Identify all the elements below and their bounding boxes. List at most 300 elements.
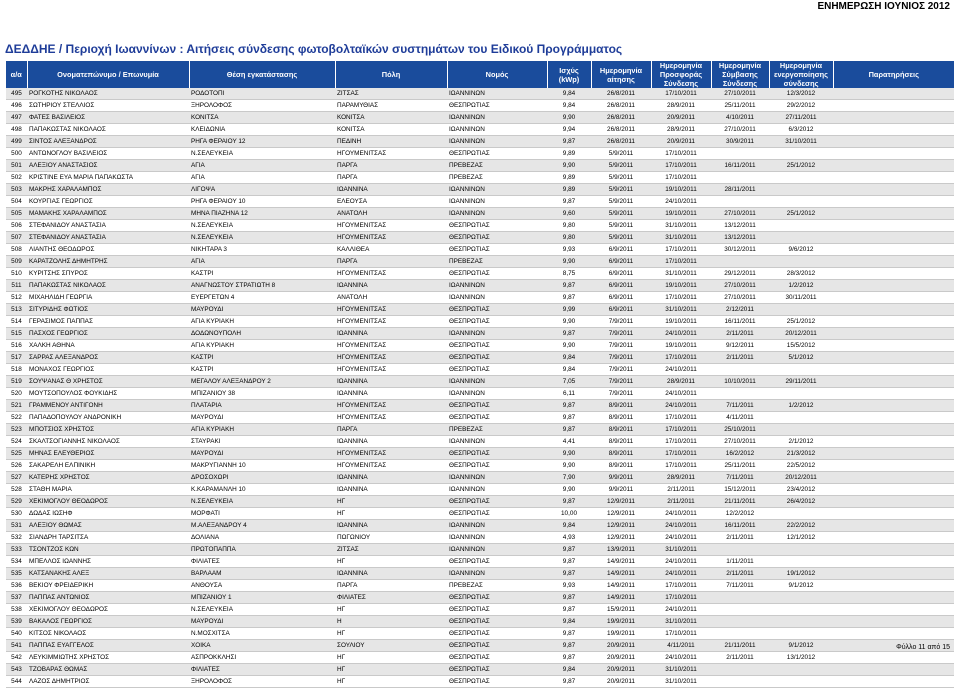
table-cell: ΧΑΛΚΗ ΑΘΗΝΑ	[27, 340, 189, 352]
table-cell: 508	[6, 244, 27, 256]
table-cell: 1/2/2012	[769, 400, 833, 412]
table-cell	[833, 424, 954, 436]
table-cell: 12/9/2011	[591, 508, 651, 520]
table-cell: ΜΠΙΖΑΝΙΟΥ 38	[189, 388, 335, 400]
table-cell: ΘΕΣΠΡΩΤΙΑΣ	[447, 496, 547, 508]
table-cell: ΘΕΣΠΡΩΤΙΑΣ	[447, 100, 547, 112]
table-cell: 9,84	[547, 352, 591, 364]
table-cell: ΠΡΕΒΕΖΑΣ	[447, 256, 547, 268]
table-cell: 507	[6, 232, 27, 244]
col-prefecture: Νομός	[447, 61, 547, 88]
table-cell: 7/9/2011	[591, 364, 651, 376]
table-cell: ΜΕΓΑΛΟΥ ΑΛΕΞΑΝΔΡΟΥ 2	[189, 376, 335, 388]
table-cell: ΗΓ	[335, 664, 447, 676]
table-cell: 540	[6, 628, 27, 640]
table-row	[6, 316, 954, 328]
table-cell	[833, 352, 954, 364]
table-cell	[711, 628, 769, 640]
table-cell: 9,89	[547, 148, 591, 160]
table-cell: 17/10/2011	[651, 148, 711, 160]
table-cell: ΔΡΟΣΟΧΩΡΙ	[189, 472, 335, 484]
table-cell: ΜΠΟΤΣΙΟΣ ΧΡΗΣΤΟΣ	[27, 424, 189, 436]
table-cell: ΑΝΤΩΝΟΓΛΟΥ ΒΑΣΙΛΕΙΟΣ	[27, 148, 189, 160]
table-row	[6, 484, 954, 496]
table-cell: ΗΓΟΥΜΕΝΙΤΣΑΣ	[335, 400, 447, 412]
table-cell: ΜΑΚΡΗΣ ΧΑΡΑΛΑΜΠΟΣ	[27, 184, 189, 196]
table-cell: ΘΕΣΠΡΩΤΙΑΣ	[447, 232, 547, 244]
table-row	[6, 220, 954, 232]
table-cell: 17/10/2011	[651, 244, 711, 256]
table-cell	[833, 124, 954, 136]
table-cell: ΗΓ	[335, 556, 447, 568]
table-cell	[833, 136, 954, 148]
table-cell: ΠΑΠΑΚΩΣΤΑΣ ΝΙΚΟΛΑΟΣ	[27, 280, 189, 292]
table-cell: 27/10/2011	[711, 292, 769, 304]
table-cell	[769, 616, 833, 628]
table-row	[6, 328, 954, 340]
table-cell: 9,80	[547, 232, 591, 244]
table-cell: 20/9/2011	[651, 112, 711, 124]
table-cell: 9,84	[547, 100, 591, 112]
table-cell: 24/10/2011	[651, 196, 711, 208]
table-cell: ΦΙΛΙΑΤΕΣ	[189, 556, 335, 568]
table-cell: ΗΓΟΥΜΕΝΙΤΣΑΣ	[335, 364, 447, 376]
table-cell: 17/10/2011	[651, 580, 711, 592]
table-cell: 31/10/2011	[651, 268, 711, 280]
table-cell: ΠΑΡΓΑ	[335, 580, 447, 592]
table-cell: 9,90	[547, 484, 591, 496]
table-cell: 544	[6, 676, 27, 688]
table-cell	[833, 244, 954, 256]
table-cell: 30/9/2011	[711, 136, 769, 148]
table-cell: 9,87	[547, 400, 591, 412]
table-cell: ΚΑΛΛΙΘΕΑ	[335, 244, 447, 256]
table-cell: 4/11/2011	[651, 640, 711, 652]
table-cell: ΘΕΣΠΡΩΤΙΑΣ	[447, 556, 547, 568]
table-row	[6, 124, 954, 136]
table-cell: ΚΑΤΕΡΗΣ ΧΡΗΣΤΟΣ	[27, 472, 189, 484]
table-cell: 529	[6, 496, 27, 508]
table-cell: ΣΤΕΦΑΝΙΔΟΥ ΑΝΑΣΤΑΣΙΑ	[27, 232, 189, 244]
table-cell: ΙΩΑΝΝΙΝΩΝ	[447, 184, 547, 196]
table-cell: ΙΩΑΝΝΙΝΩΝ	[447, 520, 547, 532]
table-cell: ΗΓΟΥΜΕΝΙΤΣΑΣ	[335, 460, 447, 472]
table-cell	[711, 616, 769, 628]
table-cell: 9,84	[547, 664, 591, 676]
table-cell: 9,84	[547, 364, 591, 376]
table-cell: 9,87	[547, 568, 591, 580]
table-cell: 24/10/2011	[651, 652, 711, 664]
table-cell: 26/8/2011	[591, 124, 651, 136]
table-cell: 9,84	[547, 520, 591, 532]
table-cell: 25/1/2012	[769, 160, 833, 172]
table-cell: 10,00	[547, 508, 591, 520]
table-cell: 9,89	[547, 184, 591, 196]
table-cell: 14/9/2011	[591, 592, 651, 604]
table-cell: 24/10/2011	[651, 508, 711, 520]
table-cell: ΧΕΚΙΜΟΓΛΟΥ ΘΕΟΔΩΡΟΣ	[27, 496, 189, 508]
table-cell: ΙΩΑΝΝΙΝΩΝ	[447, 568, 547, 580]
table-cell	[833, 400, 954, 412]
table-cell: 27/11/2011	[769, 112, 833, 124]
table-cell: ΜΑΥΡΟΥΔΙ	[189, 412, 335, 424]
table-cell	[769, 364, 833, 376]
table-row	[6, 556, 954, 568]
table-cell: ΣΟΥΛΙΟΥ	[335, 640, 447, 652]
table-cell: 9,90	[547, 340, 591, 352]
table-cell: ΛΑΖΟΣ ΔΗΜΗΤΡΙΟΣ	[27, 676, 189, 688]
table-cell	[769, 304, 833, 316]
table-cell: ΙΩΑΝΝΙΝΩΝ	[447, 472, 547, 484]
table-cell: ΠΡΕΒΕΖΑΣ	[447, 580, 547, 592]
table-cell: 9,87	[547, 280, 591, 292]
table-cell: 9/1/2012	[769, 580, 833, 592]
table-cell: ΘΕΣΠΡΩΤΙΑΣ	[447, 664, 547, 676]
col-aa: α/α	[6, 61, 27, 88]
table-cell: 4/11/2011	[711, 412, 769, 424]
table-cell: ΙΩΑΝΝΙΝΩΝ	[447, 376, 547, 388]
col-location: Θέση εγκατάστασης	[189, 61, 335, 88]
table-cell: ΦΙΛΙΑΤΕΣ	[335, 592, 447, 604]
table-cell: ΑΓΙΑ	[189, 172, 335, 184]
table-cell: 31/10/2011	[651, 220, 711, 232]
table-cell: 12/9/2011	[591, 496, 651, 508]
table-cell: 1/11/2011	[711, 556, 769, 568]
table-cell: ΜΗΝΑ ΠΙΑΖΗΝΑ 12	[189, 208, 335, 220]
table-cell: ΙΩΑΝΝΙΝΩΝ	[447, 484, 547, 496]
table-cell: ΕΛΕΟΥΣΑ	[335, 196, 447, 208]
table-cell: 495	[6, 88, 27, 100]
table-cell: 515	[6, 328, 27, 340]
table-cell: 17/10/2011	[651, 256, 711, 268]
table-cell: ΘΕΣΠΡΩΤΙΑΣ	[447, 268, 547, 280]
table-cell: 7,05	[547, 376, 591, 388]
table-cell: ΙΩΑΝΝΙΝΩΝ	[447, 124, 547, 136]
table-cell: 24/10/2011	[651, 400, 711, 412]
table-cell: 531	[6, 520, 27, 532]
table-cell: 5/9/2011	[591, 148, 651, 160]
table-cell	[711, 148, 769, 160]
page-title: ΔΕΔΔΗΕ / Περιοχή Ιωαννίνων : Αιτήσεις σύνδεσης φωτοβολταϊκών συστημάτων του Ειδικού Προγράμματος	[5, 42, 623, 56]
table-cell: 7/9/2011	[591, 352, 651, 364]
table-cell: ΜΙΧΑΗΛΙΔΗ ΓΕΩΡΓΙΑ	[27, 292, 189, 304]
table-cell: ΣΚΑΛΤΣΟΓΙΑΝΝΗΣ ΝΙΚΟΛΑΟΣ	[27, 436, 189, 448]
table-cell: 511	[6, 280, 27, 292]
table-cell: 8/9/2011	[591, 424, 651, 436]
table-cell: 17/10/2011	[651, 424, 711, 436]
table-cell	[833, 460, 954, 472]
table-row	[6, 496, 954, 508]
table-cell: ΚΙΤΣΟΣ ΝΙΚΟΛΑΟΣ	[27, 628, 189, 640]
table-cell: 17/10/2011	[651, 160, 711, 172]
table-cell	[833, 340, 954, 352]
table-row	[6, 304, 954, 316]
table-cell: 28/3/2012	[769, 268, 833, 280]
table-cell: 6/9/2011	[591, 268, 651, 280]
table-cell: ΣΤΕΦΑΝΙΔΟΥ ΑΝΑΣΤΑΣΙΑ	[27, 220, 189, 232]
table-cell	[833, 472, 954, 484]
table-cell: ΓΕΡΑΣΙΜΟΣ ΠΑΠΠΑΣ	[27, 316, 189, 328]
table-cell: 22/2/2012	[769, 520, 833, 532]
table-cell: 28/9/2011	[651, 472, 711, 484]
table-cell: ΗΓΟΥΜΕΝΙΤΣΑΣ	[335, 304, 447, 316]
table-cell: 5/1/2012	[769, 352, 833, 364]
table-cell: 26/8/2011	[591, 136, 651, 148]
table-cell: 31/10/2011	[651, 304, 711, 316]
table-row	[6, 112, 954, 124]
table-cell: 24/10/2011	[651, 388, 711, 400]
table-cell: 26/8/2011	[591, 100, 651, 112]
table-cell: ΑΓΙΑ	[189, 256, 335, 268]
table-cell: 503	[6, 184, 27, 196]
table-cell: ΒΑΡΛΑΑΜ	[189, 568, 335, 580]
table-cell: 9,90	[547, 316, 591, 328]
table-cell: 31/10/2011	[651, 676, 711, 688]
table-cell	[833, 508, 954, 520]
table-cell: ΑΝΑΓΝΩΣΤΟΥ ΣΤΡΑΤΙΩΤΗ 8	[189, 280, 335, 292]
table-row	[6, 388, 954, 400]
table-cell: 28/9/2011	[651, 376, 711, 388]
table-cell: ΗΓ	[335, 676, 447, 688]
col-name: Ονοματεπώνυμο / Επωνυμία	[27, 61, 189, 88]
col-remarks: Παρατηρήσεις	[833, 61, 954, 88]
table-cell: 9,99	[547, 304, 591, 316]
table-row	[6, 364, 954, 376]
table-cell: 9,84	[547, 616, 591, 628]
col-application-date: Ημερομηνία αίτησης	[591, 61, 651, 88]
table-cell: ΓΡΑΜΜΕΝΟΥ ΑΝΤΙΓΟΝΗ	[27, 400, 189, 412]
table-cell: Ν.ΣΕΛΕΥΚΕΙΑ	[189, 496, 335, 508]
table-cell: ΘΕΣΠΡΩΤΙΑΣ	[447, 364, 547, 376]
table-cell: 8/9/2011	[591, 448, 651, 460]
table-cell: 538	[6, 604, 27, 616]
table-cell: 9,87	[547, 412, 591, 424]
table-cell	[711, 676, 769, 688]
table-cell	[711, 592, 769, 604]
table-cell: ΙΩΑΝΝΙΝΑ	[335, 520, 447, 532]
table-cell: ΙΩΑΝΝΙΝΑ	[335, 376, 447, 388]
table-cell: 12/2/2012	[711, 508, 769, 520]
table-cell: ΡΗΓΑ ΦΕΡΑΙΟΥ 12	[189, 136, 335, 148]
table-cell	[833, 592, 954, 604]
table-cell	[769, 184, 833, 196]
table-cell: ΣΤΑΥΡΑΚΙ	[189, 436, 335, 448]
table-cell: 542	[6, 652, 27, 664]
table-cell: ΚΑΤΣΑΝΑΚΗΣ ΑΛΕΞ	[27, 568, 189, 580]
table-cell: ΑΝΑΤΟΛΗ	[335, 292, 447, 304]
table-cell: 17/10/2011	[651, 592, 711, 604]
table-cell	[769, 256, 833, 268]
table-row	[6, 436, 954, 448]
table-row	[6, 664, 954, 676]
table-cell: 9/9/2011	[591, 472, 651, 484]
table-cell: 24/10/2011	[651, 556, 711, 568]
table-cell	[711, 256, 769, 268]
table-cell: ΑΣΠΡΟΚΚΛΗΣΙ	[189, 652, 335, 664]
table-cell: 16/11/2011	[711, 520, 769, 532]
table-row	[6, 508, 954, 520]
table-cell: ΠΑΡΑΜΥΘΙΑΣ	[335, 100, 447, 112]
table-cell: 17/10/2011	[651, 88, 711, 100]
table-cell: 27/10/2011	[711, 124, 769, 136]
table-cell	[711, 196, 769, 208]
table-cell: 17/10/2011	[651, 436, 711, 448]
table-cell: ΗΓΟΥΜΕΝΙΤΣΑΣ	[335, 220, 447, 232]
table-row	[6, 520, 954, 532]
table-cell: ΗΓΟΥΜΕΝΙΤΣΑΣ	[335, 268, 447, 280]
table-cell: 518	[6, 364, 27, 376]
table-cell: ΙΩΑΝΝΙΝΑ	[335, 280, 447, 292]
table-row	[6, 340, 954, 352]
table-cell: ΙΩΑΝΝΙΝΩΝ	[447, 208, 547, 220]
table-row	[6, 88, 954, 100]
table-cell: 19/10/2011	[651, 340, 711, 352]
table-cell: 16/11/2011	[711, 316, 769, 328]
table-cell: 29/2/2012	[769, 100, 833, 112]
table-cell: 2/11/2011	[711, 352, 769, 364]
table-cell: 7/11/2011	[711, 472, 769, 484]
table-cell: 13/12/2011	[711, 232, 769, 244]
table-cell: ΑΛΕΞΙΟΥ ΘΩΜΑΣ	[27, 520, 189, 532]
table-cell: 9,60	[547, 208, 591, 220]
table-cell	[833, 568, 954, 580]
table-cell: 5/9/2011	[591, 172, 651, 184]
table-cell: 17/10/2011	[651, 412, 711, 424]
table-cell: ΗΓΟΥΜΕΝΙΤΣΑΣ	[335, 340, 447, 352]
table-cell: 9,93	[547, 244, 591, 256]
table-cell: ΒΑΚΑΛΟΣ ΓΕΩΡΓΙΟΣ	[27, 616, 189, 628]
table-row	[6, 232, 954, 244]
table-row	[6, 148, 954, 160]
table-cell: ΙΩΑΝΝΙΝΩΝ	[447, 112, 547, 124]
table-cell: ΙΩΑΝΝΙΝΩΝ	[447, 532, 547, 544]
table-row	[6, 544, 954, 556]
table-cell: 6/9/2011	[591, 280, 651, 292]
table-cell: 2/11/2011	[711, 652, 769, 664]
table-cell: 13/9/2011	[591, 544, 651, 556]
table-cell: ΜΠΕΛΛΟΣ ΙΩΑΝΝΗΣ	[27, 556, 189, 568]
table-cell: ΠΑΡΓΑ	[335, 256, 447, 268]
table-cell: ΠΡΕΒΕΖΑΣ	[447, 172, 547, 184]
table-cell: ΙΩΑΝΝΙΝΑ	[335, 436, 447, 448]
table-cell: 12/9/2011	[591, 520, 651, 532]
table-cell: 9/12/2011	[711, 340, 769, 352]
table-cell: ΧΟΙΚΑ	[189, 640, 335, 652]
table-cell: ΣΙΝΤΟΣ ΑΛΕΞΑΝΔΡΟΣ	[27, 136, 189, 148]
table-cell: 498	[6, 124, 27, 136]
table-cell: 9/9/2011	[591, 484, 651, 496]
table-cell: ΚΑΡΑΤΖΟΛΗΣ ΔΗΜΗΤΡΗΣ	[27, 256, 189, 268]
table-cell: 9,89	[547, 172, 591, 184]
table-cell: ΘΕΣΠΡΩΤΙΑΣ	[447, 304, 547, 316]
table-cell	[833, 448, 954, 460]
table-cell	[769, 196, 833, 208]
table-cell: ΚΥΡΙΤΣΗΣ ΣΠΥΡΟΣ	[27, 268, 189, 280]
table-cell: ΚΟΝΙΤΣΑ	[335, 124, 447, 136]
table-cell: ΗΓΟΥΜΕΝΙΤΣΑΣ	[335, 448, 447, 460]
table-cell	[769, 676, 833, 688]
table-row	[6, 652, 954, 664]
table-cell: ΞΗΡΟΛΟΦΟΣ	[189, 100, 335, 112]
table-cell: ΠΛΑΤΑΡΙΑ	[189, 400, 335, 412]
table-cell: 527	[6, 472, 27, 484]
table-cell: 6/9/2011	[591, 244, 651, 256]
table-cell: 9,90	[547, 256, 591, 268]
table-cell: 10/10/2011	[711, 376, 769, 388]
table-cell: 20/9/2011	[591, 676, 651, 688]
table-cell: 24/10/2011	[651, 604, 711, 616]
table-cell: ΝΙΚΗΤΑΡΑ 3	[189, 244, 335, 256]
table-cell: ΠΑΡΓΑ	[335, 424, 447, 436]
table-cell: 2/1/2012	[769, 436, 833, 448]
table-cell: 537	[6, 592, 27, 604]
table-cell: 24/10/2011	[651, 568, 711, 580]
table-cell	[769, 232, 833, 244]
table-cell: ΘΕΣΠΡΩΤΙΑΣ	[447, 448, 547, 460]
table-cell	[833, 376, 954, 388]
table-cell: ΗΓΟΥΜΕΝΙΤΣΑΣ	[335, 148, 447, 160]
table-cell: ΚΑΣΤΡΙ	[189, 268, 335, 280]
table-row	[6, 352, 954, 364]
table-cell: 26/8/2011	[591, 112, 651, 124]
table-cell: ΠΕΔΙΝΗ	[335, 136, 447, 148]
table-cell: ΘΕΣΠΡΩΤΙΑΣ	[447, 460, 547, 472]
table-cell: 25/1/2012	[769, 208, 833, 220]
table-cell: 506	[6, 220, 27, 232]
table-cell: 9/6/2012	[769, 244, 833, 256]
table-cell: 6/9/2011	[591, 292, 651, 304]
table-cell	[769, 628, 833, 640]
table-cell: 522	[6, 412, 27, 424]
table-row	[6, 400, 954, 412]
table-cell: ΣΑΡΡΑΣ ΑΛΕΞΑΝΔΡΟΣ	[27, 352, 189, 364]
table-cell: 7/11/2011	[711, 580, 769, 592]
table-cell: 7/9/2011	[591, 340, 651, 352]
table-cell: 31/10/2011	[769, 136, 833, 148]
table-cell: 30/12/2011	[711, 244, 769, 256]
table-cell: ΜΑΚΡΥΓΙΑΝΝΗ 10	[189, 460, 335, 472]
table-cell	[769, 592, 833, 604]
table-cell: 29/12/2011	[711, 268, 769, 280]
table-cell: ΜΟΡΦΑΤΙ	[189, 508, 335, 520]
table-cell	[833, 436, 954, 448]
table-row	[6, 244, 954, 256]
table-cell: ΗΓ	[335, 604, 447, 616]
table-cell: 523	[6, 424, 27, 436]
table-cell: ΑΓΙΑ	[189, 160, 335, 172]
table-row	[6, 424, 954, 436]
table-cell: 14/9/2011	[591, 556, 651, 568]
table-cell: 23/4/2012	[769, 484, 833, 496]
table-cell: 6/3/2012	[769, 124, 833, 136]
table-cell: 21/11/2011	[711, 640, 769, 652]
table-cell: 17/10/2011	[651, 448, 711, 460]
table-cell	[711, 604, 769, 616]
table-cell: 9/1/2012	[769, 640, 833, 652]
table-cell: ΘΕΣΠΡΩΤΙΑΣ	[447, 640, 547, 652]
table-cell: ΦΑΤΕΣ ΒΑΣΙΛΕΙΟΣ	[27, 112, 189, 124]
table-cell: 20/12/2011	[769, 472, 833, 484]
table-cell: 541	[6, 640, 27, 652]
table-cell: 29/11/2011	[769, 376, 833, 388]
table-cell: ΡΟΔΟΤΟΠΙ	[189, 88, 335, 100]
table-cell: Ν.ΣΕΛΕΥΚΕΙΑ	[189, 604, 335, 616]
table-cell: 7,90	[547, 472, 591, 484]
table-row	[6, 184, 954, 196]
table-cell: 513	[6, 304, 27, 316]
table-cell: 31/10/2011	[651, 616, 711, 628]
table-cell: ΠΑΠΠΑΣ ΕΥΑΓΓΕΛΟΣ	[27, 640, 189, 652]
